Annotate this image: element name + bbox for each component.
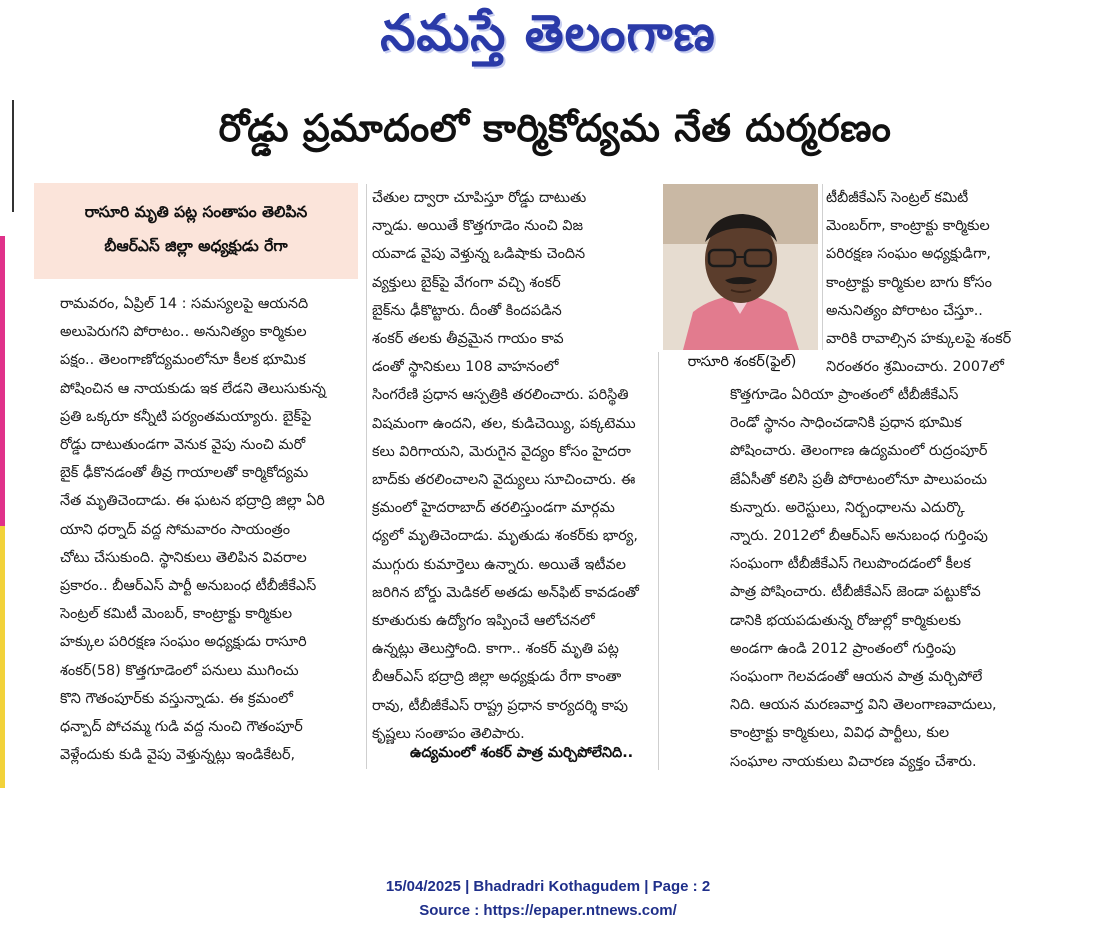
- column-divider: [658, 352, 659, 770]
- column-divider: [822, 184, 823, 350]
- article-line: బాద్‌కు తరలించాలని వైద్యులు సూచించారు. ఈ: [372, 472, 636, 489]
- article-line: హక్కుల పరిరక్షణ సంఘం అధ్యక్షుడు రాసూరి: [60, 634, 307, 651]
- article-line: కలు విరిగాయని, మెరుగైన వైద్యం కోసం హైదరా: [372, 443, 631, 460]
- article-column-3-top: [826, 184, 1066, 381]
- article-line: సంఘంగా గెలవడంతో ఆయన పాత్ర మర్చిపోలే: [730, 669, 983, 686]
- portrait-photo-image: [663, 184, 818, 350]
- article-line: ప్రతి ఒక్కరూ కన్నీటి పర్యంతమయ్యారు. బైక్‌పై: [60, 408, 312, 425]
- article-line: నిరంతరం శ్రమించారు. 2007లో: [826, 359, 1004, 376]
- column-divider: [366, 184, 367, 769]
- footer-source-link[interactable]: Source : https://epaper.ntnews.com/: [419, 902, 677, 919]
- article-line: అలుపెరుగని పోరాటం.. అనునిత్యం కార్మికుల: [60, 324, 307, 341]
- article-column-3-bottom: [730, 381, 1065, 776]
- article-line: విషమంగా ఉందని, తల, కుడిచెయ్యి, పక్కటెము: [372, 415, 636, 432]
- article-line: వెళ్లేందుకు కుడి వైపు వెళ్తున్నట్లు ఇండికేటర్,: [60, 747, 296, 764]
- article-line: రామవరం, ఏప్రిల్ 14 : సమస్యలపై ఆయనది: [60, 296, 309, 312]
- article-line: టీబీజీకేఎస్ సెంట్రల్ కమిటీ: [826, 190, 969, 206]
- left-edge-yellow-bar: [0, 526, 5, 788]
- article-headline: రోడ్డు ప్రమాదంలో కార్మికోద్యమ నేత దుర్మరణం: [218, 106, 892, 150]
- article-line: కాంట్రాక్టు కార్మికులు, వివిధ పార్టీలు, కుల: [730, 725, 950, 742]
- article-line: ముగ్గురు కుమార్తెలు ఉన్నారు. అయితే ఇటీవల: [372, 556, 626, 573]
- article-line: వ్యక్తులు బైక్‌పై వేగంగా వచ్చి శంకర్: [372, 274, 561, 291]
- article-line: అండగా ఉండి 2012 ప్రాంతంలో గుర్తింపు: [730, 640, 956, 657]
- article-line: ధన్బాద్ పోచమ్మ గుడి వద్ద నుంచి గౌతంపూర్: [60, 719, 303, 736]
- article-line: కాంట్రాక్టు కార్మికుల బాగు కోసం: [826, 274, 992, 291]
- article-line: కొత్తగూడెం ఏరియా ప్రాంతంలో టీబీజీకేఎస్: [730, 387, 959, 403]
- article-column-1: [60, 290, 363, 769]
- article-line: క్రమంలో హైదరాబాద్ తరలిస్తుండగా మార్గమ: [372, 500, 615, 517]
- article-column-2: [372, 184, 652, 748]
- article-line: చేతుల ద్వారా చూపిస్తూ రోడ్డు దాటుతు: [372, 190, 587, 206]
- article-line: బైక్‌ను ఢీకొట్టారు. దీంతో కిందపడిన: [372, 302, 562, 319]
- photo-caption: రాసూరి శంకర్(ఫైల్): [687, 354, 797, 370]
- article-line: డానికి భయపడుతున్న రోజుల్లో కార్మికులకు: [730, 612, 961, 629]
- left-edge-rule: [12, 100, 14, 212]
- newspaper-masthead: నమస్తే తెలంగాణ: [380, 4, 716, 62]
- article-line: పోషించారు. తెలంగాణ ఉద్యమంలో రుద్రంపూర్: [730, 443, 988, 460]
- article-line: వారికి రావాల్సిన హక్కులపై శంకర్: [826, 331, 1012, 348]
- article-line: ప్రకారం.. బీఆర్ఎస్ పార్టీ అనుబంధ టీబీజీకేఎస్: [60, 578, 317, 595]
- article-line: సంఘంగా టీబీజీకేఎస్ గెలుపొందడంలో కీలక: [730, 556, 971, 573]
- article-line: కృష్ణలు సంతాపం తెలిపారు.: [372, 725, 525, 742]
- article-line: శంకర్ తలకు తీవ్రమైన గాయం కావ: [372, 331, 564, 348]
- article-line: బైక్ ఢీకొనడంతో తీవ్ర గాయాలతో కార్మికోద్యమ: [60, 465, 309, 482]
- article-line: పరిరక్షణ సంఘం అధ్యక్షుడిగా,: [826, 246, 991, 263]
- article-line: సింగరేణి ప్రధాన ఆస్పత్రికి తరలించారు. పరిస్థితి: [372, 387, 629, 404]
- article-line: నేత మృతిచెందాడు. ఈ ఘటన భద్రాద్రి జిల్లా ఏరి: [60, 493, 325, 510]
- article-line: రోడ్డు దాటుతుండగా వెనుక వైపు నుంచి మరో: [60, 437, 306, 454]
- article-line: చోటు చేసుకుంది. స్థానికులు తెలిపిన వివరాల: [60, 549, 307, 566]
- article-line: శంకర్(58) కొత్తగూడెంలో పనులు ముగించు: [60, 662, 299, 679]
- article-line: సెంట్రల్ కమిటీ మెంబర్, కాంట్రాక్టు కార్మికుల: [60, 606, 293, 623]
- article-line: రెండో స్థానం సాధించడానికి ప్రధాన భూమిక: [730, 415, 962, 432]
- subheading-line-1: రాసూరి మృతి పట్ల సంతాపం తెలిపిన: [84, 203, 308, 221]
- article-line: పాత్ర పోషించారు. టీబీజీకేఎస్ జెండా పట్టుకోవ: [730, 584, 981, 601]
- article-line: జేఏసీతో కలిసి ప్రతీ పోరాటంలోనూ పాలుపంచు: [730, 471, 988, 488]
- article-line: కొని గౌతంపూర్‌కు వస్తున్నాడు. ఈ క్రమంలో: [60, 690, 293, 707]
- footer-date-location: 15/04/2025 | Bhadradri Kothagudem | Page : 2: [385, 878, 711, 895]
- article-line: డంతో స్థానికులు 108 వాహనంలో: [372, 359, 559, 376]
- article-subhead: ఉద్యమంలో శంకర్ పాత్ర మర్చిపోలేనిది..: [410, 745, 634, 761]
- article-line: మెంబర్‌గా, కాంట్రాక్టు కార్మికుల: [826, 218, 990, 235]
- article-line: సంఘాల నాయకులు విచారణ వ్యక్తం చేశారు.: [730, 753, 977, 770]
- article-line: కూతురుకు ఉద్యోగం ఇప్పించే ఆలోచనలో: [372, 613, 595, 630]
- article-line: పక్షం.. తెలంగాణోద్యమంలోనూ కీలక భూమిక: [60, 352, 306, 369]
- article-line: యాని ధర్నాద్ వద్ద సోమవారం సాయంత్రం: [60, 521, 291, 538]
- left-edge-pink-bar: [0, 236, 5, 526]
- article-line: న్నారు. 2012లో బీఆర్ఎస్ అనుబంధ గుర్తింపు: [730, 528, 988, 545]
- article-line: న్నాడు. అయితే కొత్తగూడెం నుంచి విజ: [372, 218, 584, 235]
- article-line: నిది. ఆయన మరణవార్త విని తెలంగాణవాదులు,: [730, 697, 997, 714]
- portrait-photo: [663, 184, 818, 350]
- article-line: అనునిత్యం పోరాటం చేస్తూ..: [826, 302, 983, 319]
- article-line: జరిగిన బోర్డు మెడికల్ అతడు అన్‌ఫిట్ కావడంతో: [372, 584, 639, 601]
- subheading-box: [34, 183, 358, 279]
- article-line: కున్నారు. అరెస్టులు, నిర్బంధాలను ఎదుర్కొ: [730, 499, 965, 516]
- article-line: రావు, టీబీజీకేఎస్ రాష్ట్ర ప్రధాన కార్యదర్శి కాపు: [372, 697, 628, 714]
- article-line: పోషించిన ఆ నాయకుడు ఇక లేడని తెలుసుకున్న: [60, 380, 326, 397]
- article-line: బీఆర్ఎస్ భద్రాద్రి జిల్లా అధ్యక్షుడు రేగా కాంతా: [372, 669, 622, 686]
- article-line: ధ్యలో మృతిచెందాడు. మృతుడు శంకర్‌కు భార్య,: [372, 528, 638, 545]
- article-line: యవాడ వైపు వెళ్తున్న ఒడిషాకు చెందిన: [372, 246, 586, 263]
- subheading-line-2: బీఆర్ఎస్ జిల్లా అధ్యక్షుడు రేగా: [104, 237, 288, 255]
- article-line: ఉన్నట్లు తెలుస్తోంది. కాగా.. శంకర్ మృతి పట్ల: [372, 641, 619, 658]
